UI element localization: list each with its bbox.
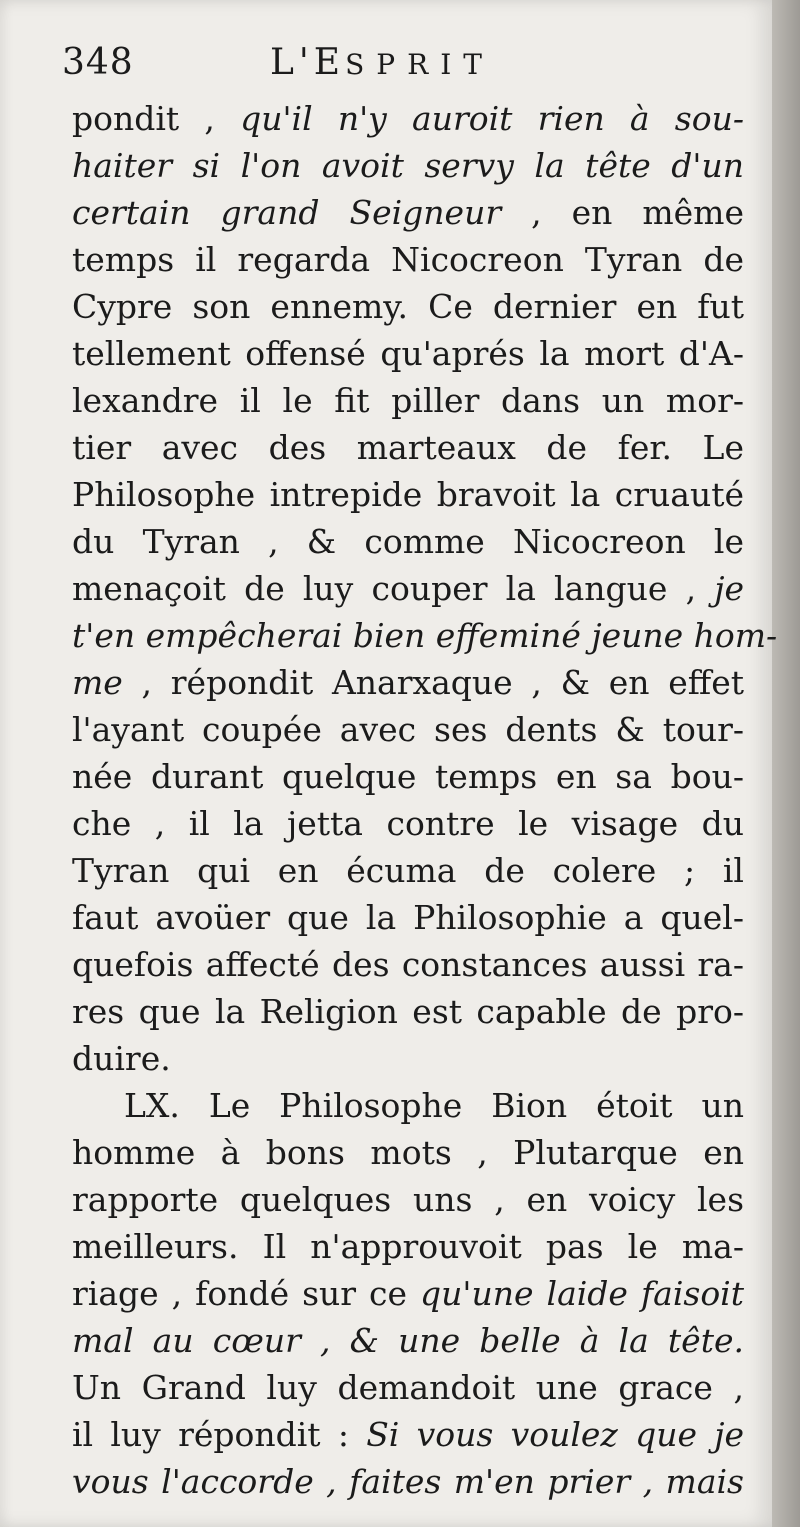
text-line	[72, 894, 744, 941]
text-line	[72, 471, 744, 518]
roman-text: l'ayant coupée avec ses dents & tour-	[72, 710, 744, 749]
text-line	[72, 142, 744, 189]
text-line	[72, 424, 744, 471]
italic-text: me	[72, 663, 123, 702]
italic-text: qu'une laide faisoit	[420, 1274, 745, 1313]
italic-text: mal au cœur , & une belle à la tête.	[72, 1321, 744, 1360]
roman-text: , en même	[501, 193, 744, 232]
page-number: 348	[62, 42, 134, 83]
text-line	[72, 1223, 744, 1270]
book-gutter	[772, 0, 800, 1527]
text-line	[72, 800, 744, 847]
roman-text: Philosophe intrepide bravoit la cruauté	[72, 475, 744, 514]
text-line	[72, 1458, 744, 1505]
text-line	[72, 847, 744, 894]
text-line	[72, 283, 744, 330]
text-line	[72, 95, 744, 142]
roman-text: homme à bons mots , Plutarque en	[72, 1133, 744, 1172]
roman-text: il luy répondit :	[72, 1415, 367, 1454]
body-text	[72, 95, 778, 1505]
roman-text: faut avoüer que la Philosophie a quel-	[72, 898, 744, 937]
roman-text: meilleurs. Il n'approuvoit pas le ma-	[72, 1227, 744, 1266]
page-header	[60, 38, 760, 94]
roman-text: Un Grand luy demandoit une grace ,	[72, 1368, 744, 1407]
italic-text: certain grand Seigneur	[72, 193, 502, 232]
text-line	[72, 1129, 744, 1176]
italic-text: haiter si l'on avoit servy la tête d'un	[72, 146, 744, 185]
italic-text: je	[714, 569, 744, 608]
text-line	[72, 330, 744, 377]
roman-text: , répondit Anarxaque , & en effet	[122, 663, 744, 702]
roman-text: riage , fondé sur ce	[72, 1274, 421, 1313]
text-line	[72, 612, 778, 659]
italic-text: vous l'accorde , faites m'en prier , mais	[72, 1462, 744, 1501]
running-head-rest: SPRIT	[345, 48, 494, 81]
text-line	[72, 1411, 744, 1458]
roman-text: LX. Le Philosophe Bion étoit un	[124, 1086, 744, 1125]
roman-text: tellement offensé qu'aprés la mort d'A-	[72, 334, 744, 373]
roman-text: lexandre il le fit piller dans un mor-	[72, 381, 744, 420]
text-line	[72, 988, 744, 1035]
text-line	[72, 189, 744, 236]
text-line	[72, 941, 744, 988]
text-line	[72, 1176, 744, 1223]
text-line	[72, 1035, 744, 1082]
roman-text: née durant quelque temps en sa bou-	[72, 757, 744, 796]
roman-text: du Tyran , & comme Nicocreon le	[72, 522, 744, 561]
roman-text: tier avec des marteaux de fer. Le	[72, 428, 744, 467]
text-line	[72, 565, 744, 612]
italic-text: qu'il n'y auroit rien à sou-	[240, 99, 745, 138]
roman-text: rapporte quelques uns , en voicy les	[72, 1180, 744, 1219]
italic-text: t'en empêcherai bien effeminé jeune hom-	[72, 616, 778, 655]
roman-text: Tyran qui en écuma de colere ; il	[72, 851, 744, 890]
roman-text: duire.	[72, 1039, 171, 1078]
roman-text: temps il regarda Nicocreon Tyran de	[72, 240, 744, 279]
text-line	[72, 1270, 744, 1317]
roman-text: Cypre son ennemy. Ce dernier en fut	[72, 287, 744, 326]
text-line	[72, 1082, 744, 1129]
roman-text: res que la Religion est capable de pro-	[72, 992, 744, 1031]
text-line	[72, 1364, 744, 1411]
text-line	[72, 753, 744, 800]
roman-text: menaçoit de luy couper la langue ,	[72, 569, 715, 608]
text-line	[72, 518, 744, 565]
roman-text: che , il la jetta contre le visage du	[72, 804, 744, 843]
roman-text: pondit ,	[72, 99, 241, 138]
text-line	[72, 659, 744, 706]
text-line	[72, 377, 744, 424]
running-head-initial: L'E	[270, 42, 346, 83]
text-line	[72, 1317, 744, 1364]
text-line	[72, 236, 744, 283]
text-line	[72, 706, 744, 753]
running-head	[270, 42, 494, 83]
italic-text: Si vous voulez que je	[366, 1415, 744, 1454]
roman-text: quefois affecté des constances aussi ra-	[72, 945, 744, 984]
